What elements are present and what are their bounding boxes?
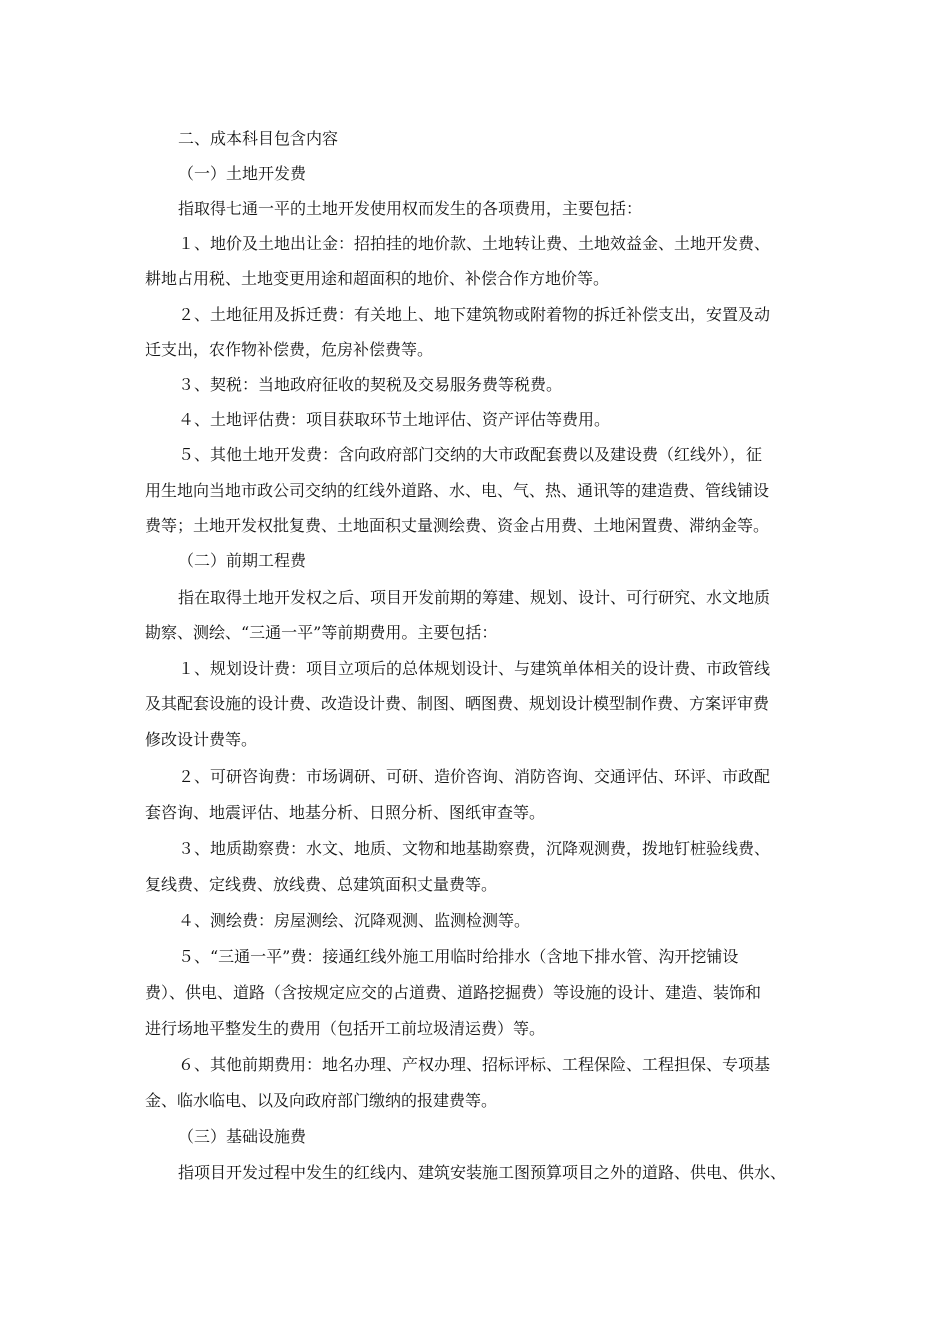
paragraph-text: 耕地占用税、土地变更用途和超面积的地价、补偿合作方地价等。 [145, 269, 610, 288]
paragraph-text: 修改设计费等。 [145, 730, 258, 749]
paragraph-text: 迁支出，农作物补偿费，危房补偿费等。 [145, 340, 434, 359]
paragraph-text: ３、地质勘察费：水文、地质、文物和地基勘察费，沉降观测费，拨地钉桩验线费、 [178, 839, 771, 858]
section-title: 二、成本科目包含内容 [178, 129, 339, 148]
paragraph-text: 用生地向当地市政公司交纳的红线外道路、水、电、气、热、通讯等的建造费、管线铺设 [145, 481, 770, 500]
paragraph-text: 进行场地平整发生的费用（包括开工前垃圾清运费）等。 [145, 1019, 546, 1038]
heading-land-development: （一）土地开发费 [178, 164, 307, 183]
paragraph-text: ３、契税：当地政府征收的契税及交易服务费等税费。 [178, 375, 563, 394]
paragraph-text: 指项目开发过程中发生的红线内、建筑安装施工图预算项目之外的道路、供电、供水、 [178, 1163, 787, 1182]
paragraph-text: ５、其他土地开发费：含向政府部门交纳的大市政配套费以及建设费（红线外），征 [178, 445, 763, 464]
paragraph-text: ４、土地评估费：项目获取环节土地评估、资产评估等费用。 [178, 410, 611, 429]
paragraph-text: 指在取得土地开发权之后、项目开发前期的筹建、规划、设计、可行研究、水文地质 [178, 588, 771, 607]
paragraph-text: １、地价及土地出让金：招拍挂的地价款、土地转让费、土地效益金、土地开发费、 [178, 234, 771, 253]
paragraph-text: 及其配套设施的设计费、改造设计费、制图、晒图费、规划设计模型制作费、方案评审费 [145, 694, 770, 713]
paragraph-text: 费等；土地开发权批复费、土地面积丈量测绘费、资金占用费、土地闲置费、滞纳金等。 [145, 516, 770, 535]
paragraph-text: ２、可研咨询费：市场调研、可研、造价咨询、消防咨询、交通评估、环评、市政配 [178, 767, 771, 786]
paragraph-text: 费）、供电、道路（含按规定应交的占道费、道路挖掘费）等设施的设计、建造、装饰和 [145, 983, 762, 1002]
paragraph-text: 勘察、测绘、“三通一平”等前期费用。主要包括： [145, 623, 498, 642]
heading-infrastructure: （三）基础设施费 [178, 1127, 307, 1146]
paragraph-text: 复线费、定线费、放线费、总建筑面积丈量费等。 [145, 875, 498, 894]
heading-preliminary-works: （二）前期工程费 [178, 551, 307, 570]
paragraph-text: ２、土地征用及拆迁费：有关地上、地下建筑物或附着物的拆迁补偿支出，安置及动 [178, 305, 771, 324]
paragraph-text: ４、测绘费：房屋测绘、沉降观测、监测检测等。 [178, 911, 531, 930]
paragraph-text: ６、其他前期费用：地名办理、产权办理、招标评标、工程保险、工程担保、专项基 [178, 1055, 771, 1074]
paragraph-text: 套咨询、地震评估、地基分析、日照分析、图纸审查等。 [145, 803, 546, 822]
paragraph-text: 金、临水临电、以及向政府部门缴纳的报建费等。 [145, 1091, 498, 1110]
paragraph-text: １、规划设计费：项目立项后的总体规划设计、与建筑单体相关的设计费、市政管线 [178, 659, 771, 678]
paragraph-text: 指取得七通一平的土地开发使用权而发生的各项费用，主要包括： [178, 199, 643, 218]
paragraph-text: ５、“三通一平”费：接通红线外施工用临时给排水（含地下排水管、沟开挖铺设 [178, 947, 739, 966]
